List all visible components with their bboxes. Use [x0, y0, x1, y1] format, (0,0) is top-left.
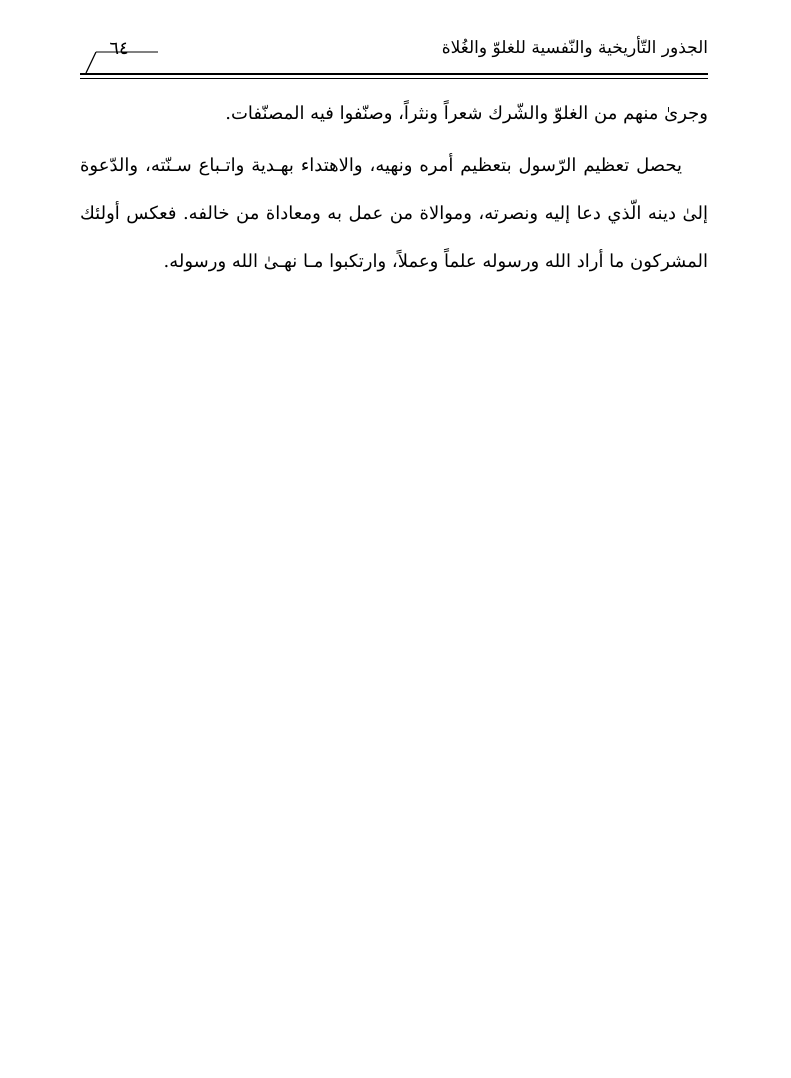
- body-text: [80, 90, 708, 286]
- page-number: ٦٤: [109, 38, 129, 59]
- page-number-slash: [80, 50, 158, 74]
- running-header: [80, 30, 708, 82]
- running-title: الجذور التّأريخية والنّفسية للغلوّ والغُلاة: [441, 38, 708, 58]
- paragraph: وجرىٰ منهم من الغلوّ والشّرك شعراً ونثراً، وصنّفوا فيه المصنّفات.: [225, 103, 708, 124]
- header-rule-thin: [80, 78, 708, 79]
- paragraph: يحصل تعظيم الرّسول بتعظيم أمره ونهيه، والاهتداء بهـدية واتـباع سـنّته، والدّعوة إلىٰ دينه الّذي دعا إليه ونصرته، وموالاة من عمل به ومعاداة من خالفه. فعكس أولئك المشركون ما أراد الله ورسوله علماً وعملاً، وارتكبوا مـا نهـىٰ الله ورسوله.: [80, 155, 708, 272]
- header-rule-thick: [80, 73, 708, 75]
